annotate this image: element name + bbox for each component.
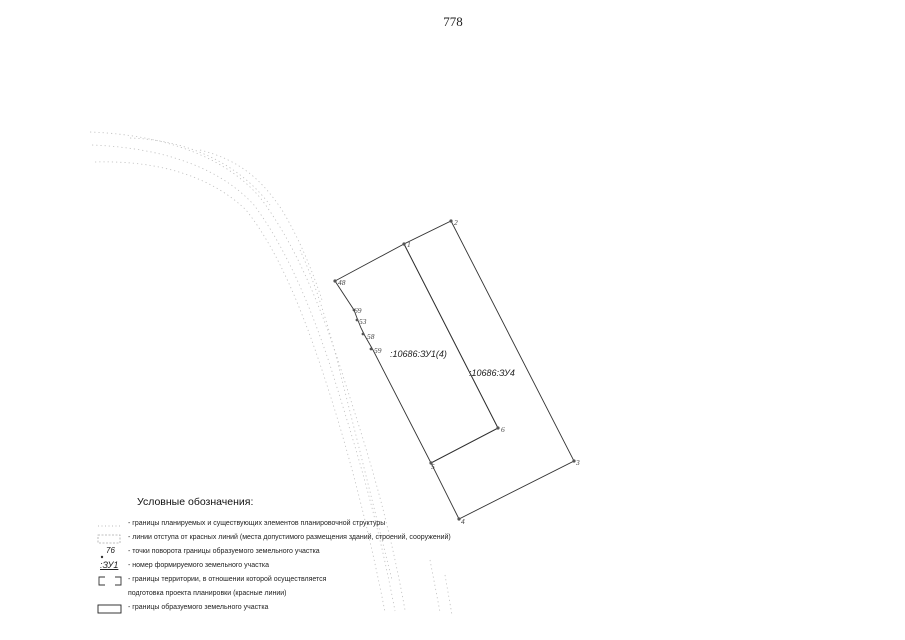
legend-item-red-lines xyxy=(96,588,516,602)
legend-item-text: - границы образуемого земельного участка xyxy=(128,604,269,611)
point-label: 59 xyxy=(374,346,382,355)
parcel-number-symbol-label: :ЗУ1 xyxy=(100,560,119,570)
boundary-point-marker xyxy=(402,242,405,245)
legend-title: Условные обозначения: xyxy=(137,496,254,508)
legend-item-formed-parcel xyxy=(96,602,516,616)
legend-item-text: - номер формируемого земельного участка xyxy=(128,562,269,569)
legend-item-planning-structure xyxy=(96,518,516,532)
point-symbol xyxy=(96,546,124,560)
legend-item-text: - границы планируемых и существующих элементов планировочной структуры xyxy=(128,520,386,527)
point-label: 5 xyxy=(431,462,435,471)
parcel-label-zu1-4: :10686:ЗУ1(4) xyxy=(390,349,447,359)
legend-item-territory-boundary xyxy=(96,574,516,588)
dashed-rect-symbol xyxy=(96,532,124,546)
parcel-label-zu4: :10686:ЗУ4 xyxy=(469,368,515,378)
point-label: 48 xyxy=(338,278,346,287)
point-label: 69 xyxy=(354,306,362,315)
boundary-point-marker xyxy=(370,348,373,351)
legend-item-setback-lines xyxy=(96,532,516,546)
point-symbol-label: 76 xyxy=(106,546,115,555)
point-label: 4 xyxy=(461,517,465,526)
parcel-number-symbol xyxy=(96,560,124,574)
point-label: 3 xyxy=(576,458,580,467)
legend-item-text: подготовка проекта планировки (красные линии) xyxy=(128,590,287,597)
point-label: 53 xyxy=(359,317,367,326)
solid-rect-symbol xyxy=(96,602,124,616)
page-number: 778 xyxy=(443,14,463,29)
legend-item-text: - линии отступа от красных линий (места допустимого размещения зданий, строений, сооружений) xyxy=(128,534,451,541)
legend-item-turning-points xyxy=(96,546,516,560)
legend-item-text: - границы территории, в отношении которой осуществляется xyxy=(128,576,327,583)
dotted-line-symbol xyxy=(96,518,124,532)
point-label: 1 xyxy=(407,240,411,249)
boundary-point-marker xyxy=(496,426,499,429)
legend-item-parcel-number xyxy=(96,560,516,574)
boundary-point-marker xyxy=(333,279,336,282)
bracket-rect-symbol xyxy=(96,574,124,588)
point-label: 2 xyxy=(454,218,458,227)
boundary-point-marker xyxy=(356,319,359,322)
point-label: 6 xyxy=(501,425,505,434)
legend-item-text: - точки поворота границы образуемого земельного участка xyxy=(128,548,320,555)
point-label: 58 xyxy=(367,332,375,341)
boundary-point-marker xyxy=(449,219,452,222)
boundary-points xyxy=(333,219,575,520)
boundary-point-marker xyxy=(362,333,365,336)
